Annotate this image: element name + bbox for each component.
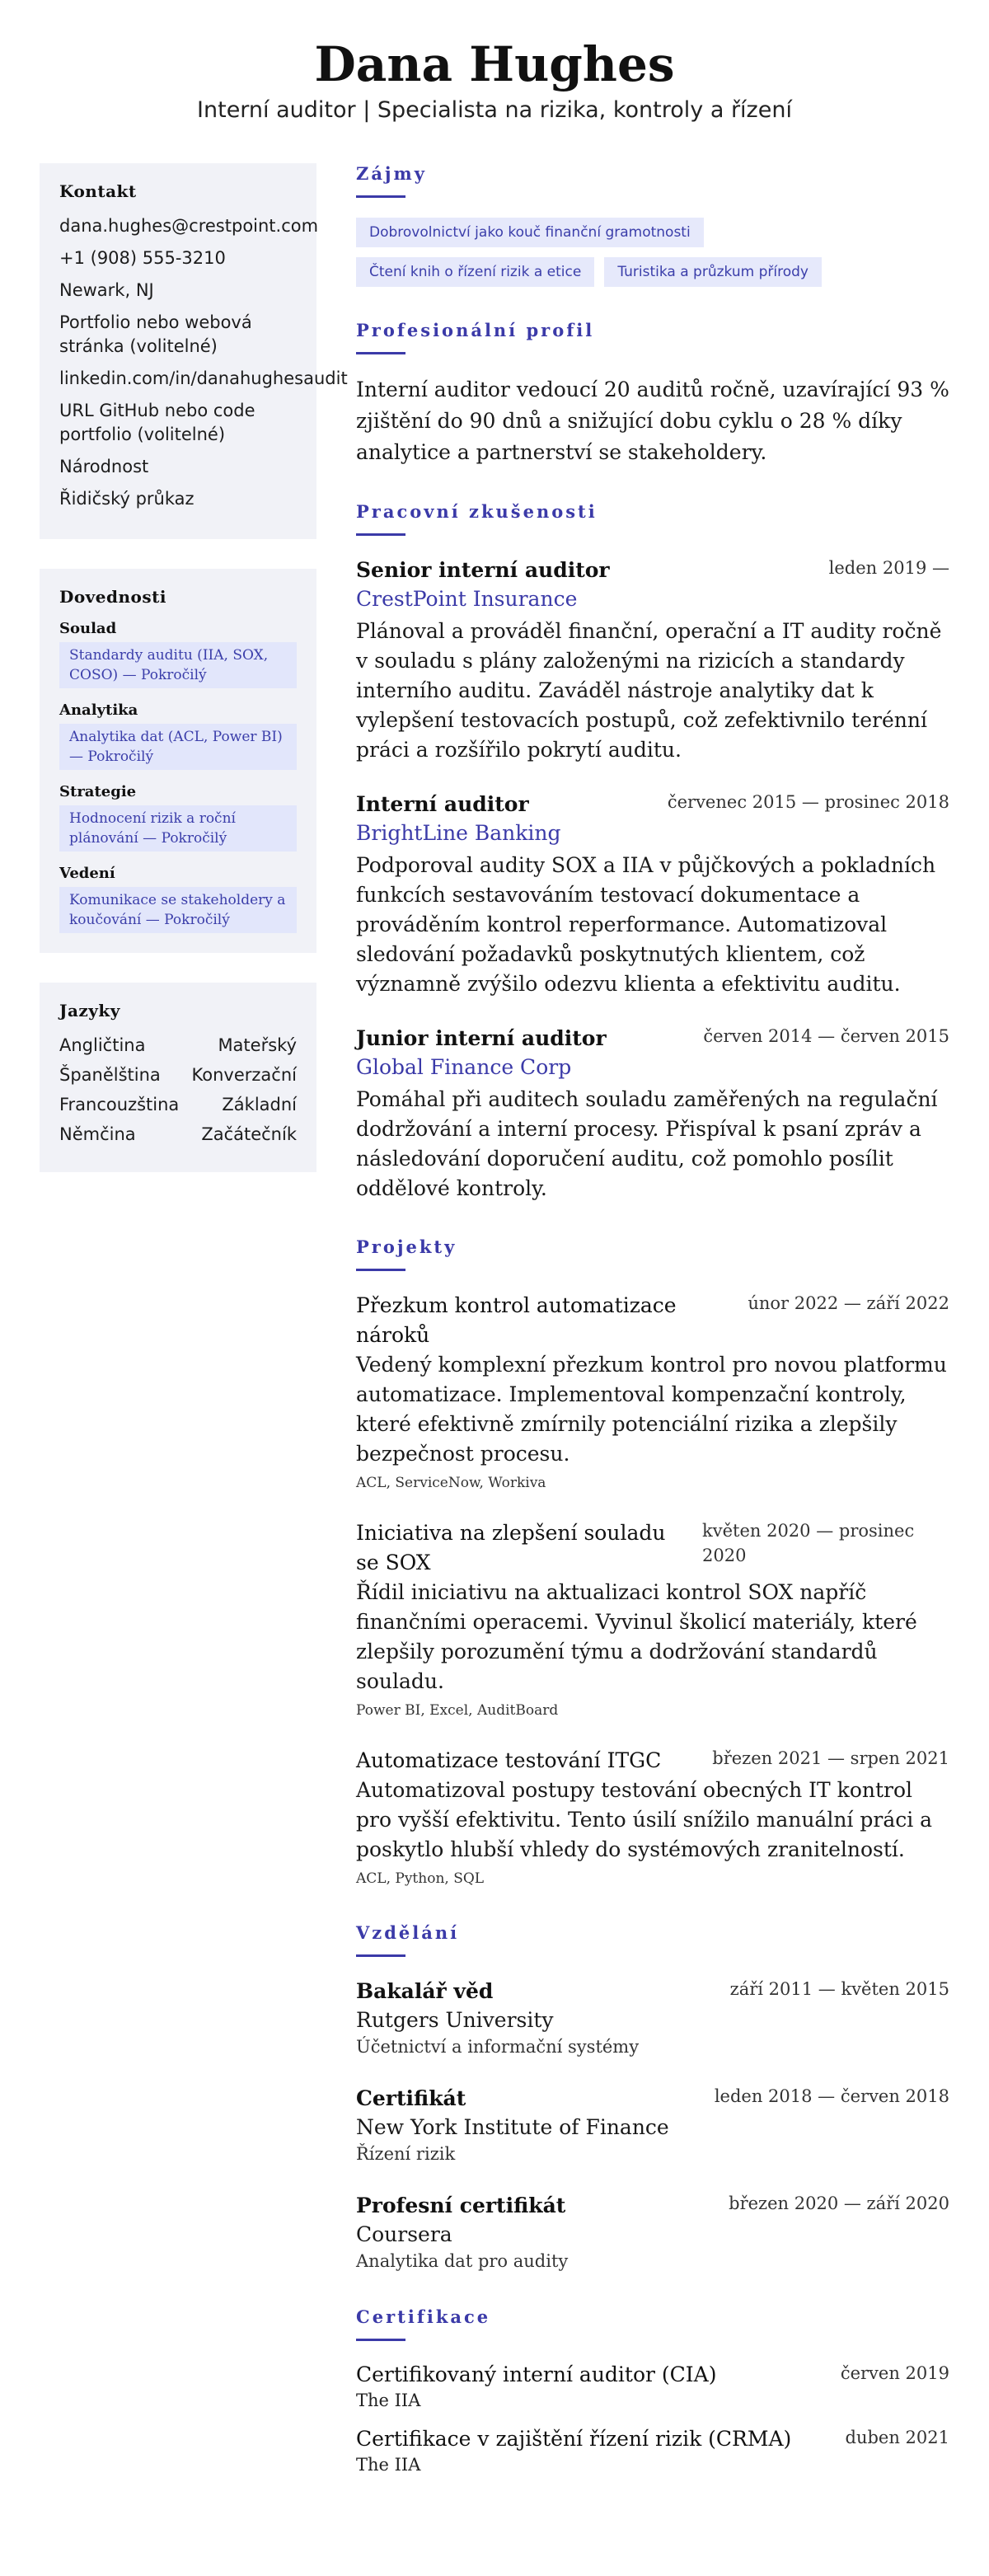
contact-license: Řidičský průkaz bbox=[59, 489, 195, 509]
languages-title: Jazyky bbox=[59, 1001, 120, 1021]
section-title: Profesionální profil bbox=[356, 320, 595, 340]
entry-header bbox=[356, 556, 949, 585]
skill-category: Soulad bbox=[59, 620, 117, 637]
project-title: Iniciativa na zlepšení souladu se SOX bbox=[356, 1521, 666, 1574]
entry-header bbox=[356, 2425, 949, 2453]
project-dates: květen 2020 — prosinec 2020 bbox=[702, 1521, 915, 1565]
language-row bbox=[59, 1123, 297, 1147]
certification-name: Certifikace v zajištění řízení rizik (CRMA) bbox=[356, 2427, 792, 2451]
contact-location: Newark, NJ bbox=[59, 280, 154, 300]
section-divider bbox=[356, 533, 405, 536]
skill-group bbox=[59, 701, 297, 770]
entry-header bbox=[356, 1024, 949, 1053]
section-divider bbox=[356, 1269, 405, 1271]
project-entry bbox=[356, 1518, 949, 1721]
job-dates: červenec 2015 — prosinec 2018 bbox=[667, 792, 949, 812]
languages-card bbox=[40, 983, 316, 1172]
degree-title: Certifikát bbox=[356, 2086, 466, 2110]
language-level: Začátečník bbox=[201, 1124, 297, 1144]
skills-title: Dovednosti bbox=[59, 587, 166, 607]
entry-header bbox=[356, 1518, 949, 1578]
skill-chip: Standardy auditu (IIA, SOX, COSO) — Pokročilý bbox=[59, 642, 297, 688]
skill-category: Vedení bbox=[59, 865, 115, 882]
section-title: Projekty bbox=[356, 1236, 457, 1257]
education-entry bbox=[356, 2191, 949, 2273]
job-description: Plánoval a prováděl finanční, operační a IT audity ročně v souladu s plány založenými na rizicích a standardy interního auditu. Zaváděl nástroje analytiky dat k vylepšení testovacích postupů, což zefektivnilo terénní práci a rozšířilo pokrytí auditu. bbox=[356, 619, 942, 762]
experience-entry bbox=[356, 790, 949, 999]
education-dates: září 2011 — květen 2015 bbox=[729, 1979, 949, 1999]
skill-group bbox=[59, 783, 297, 852]
job-title: Junior interní auditor bbox=[356, 1026, 607, 1050]
education-entry bbox=[356, 1977, 949, 2059]
project-tech: ACL, Python, SQL bbox=[356, 1870, 485, 1887]
degree-title: Profesní certifikát bbox=[356, 2194, 566, 2217]
projects-section bbox=[356, 1236, 949, 1889]
project-dates: březen 2021 — srpen 2021 bbox=[712, 1748, 949, 1768]
school-name: Rutgers University bbox=[356, 2008, 554, 2032]
language-name: Francouzština bbox=[59, 1095, 180, 1114]
language-level: Konverzační bbox=[191, 1065, 297, 1085]
certifications-section bbox=[356, 2306, 949, 2476]
section-divider bbox=[356, 352, 405, 354]
project-description: Řídil iniciativu na aktualizaci kontrol SOX napříč finančními operacemi. Vyvinul školicí materiály, které zlepšily porozumění týmu a dodržování standardů souladu. bbox=[356, 1580, 917, 1693]
language-name: Španělština bbox=[59, 1065, 161, 1085]
language-level: Mateřský bbox=[218, 1035, 297, 1055]
certification-issuer: The IIA bbox=[356, 2455, 421, 2475]
language-name: Angličtina bbox=[59, 1035, 146, 1055]
certification-issuer: The IIA bbox=[356, 2391, 421, 2410]
entry-header bbox=[356, 1746, 949, 1776]
experience-entry bbox=[356, 556, 949, 765]
candidate-headline: Interní auditor | Specialista na rizika, kontroly a řízení bbox=[197, 97, 792, 123]
contact-card bbox=[40, 163, 348, 539]
skill-chip: Hodnocení rizik a roční plánování — Pokročilý bbox=[59, 805, 297, 852]
section-title: Certifikace bbox=[356, 2306, 491, 2327]
skill-group bbox=[59, 865, 297, 933]
education-entry bbox=[356, 2084, 949, 2166]
skill-chip: Analytika dat (ACL, Power BI) — Pokročilý bbox=[59, 724, 297, 770]
interest-chip: Čtení knih o řízení rizik a etice bbox=[356, 257, 594, 287]
project-entry bbox=[356, 1291, 949, 1494]
skills-card bbox=[40, 569, 316, 953]
profile-summary: Interní auditor vedoucí 20 auditů ročně, uzavírající 93 % zjištění do 90 dnů a snižující dobu cyklu o 28 % díky analytice a partnerství se stakeholdery. bbox=[356, 378, 949, 464]
section-divider bbox=[356, 195, 405, 198]
experience-section bbox=[356, 501, 949, 1204]
language-name: Němčina bbox=[59, 1124, 136, 1144]
entry-header bbox=[356, 2191, 949, 2221]
contact-github[interactable]: URL GitHub nebo code portfolio (volitelné) bbox=[59, 401, 255, 444]
school-name: Coursera bbox=[356, 2222, 452, 2246]
project-dates: únor 2022 — září 2022 bbox=[748, 1293, 949, 1313]
company-name: BrightLine Banking bbox=[356, 821, 561, 845]
resume-header bbox=[0, 0, 989, 125]
main-column bbox=[356, 163, 949, 2509]
profile-section bbox=[356, 320, 949, 468]
sidebar bbox=[40, 163, 348, 1202]
interests-section bbox=[356, 163, 949, 287]
interest-chip: Turistika a průzkum přírody bbox=[604, 257, 822, 287]
job-title: Senior interní auditor bbox=[356, 558, 610, 582]
school-name: New York Institute of Finance bbox=[356, 2115, 669, 2139]
job-description: Podporoval audity SOX a IIA v půjčkových a pokladních funkcích sestavováním testovací dokumentace a prováděním kontrol reperformance. Automatizoval sledování požadavků poskytnutých klientem, což významně zvýšilo odezvu klienta a efektivitu auditu. bbox=[356, 853, 936, 996]
contact-linkedin[interactable]: linkedin.com/in/danahughesaudit bbox=[59, 368, 348, 388]
skill-chip: Komunikace se stakeholdery a koučování — Pokročilý bbox=[59, 887, 297, 933]
section-divider bbox=[356, 2339, 405, 2341]
skill-category: Strategie bbox=[59, 783, 137, 800]
language-row bbox=[59, 1063, 297, 1087]
project-description: Automatizoval postupy testování obecných IT kontrol pro vyšší efektivitu. Tento úsilí snížilo manuální práci a poskytlo hlubší vhledy do systémových zranitelností. bbox=[356, 1778, 933, 1861]
job-dates: červen 2014 — červen 2015 bbox=[703, 1026, 949, 1046]
contact-title: Kontakt bbox=[59, 181, 137, 201]
study-field: Účetnictví a informační systémy bbox=[356, 2037, 640, 2057]
certification-entry bbox=[356, 2361, 949, 2412]
language-row bbox=[59, 1034, 297, 1058]
education-dates: březen 2020 — září 2020 bbox=[729, 2194, 949, 2213]
education-dates: leden 2018 — červen 2018 bbox=[714, 2086, 949, 2106]
project-description: Vedený komplexní přezkum kontrol pro novou platformu automatizace. Implementoval kompenzační kontroly, které efektivně zmírnily potenciální rizika a zlepšily bezpečnost procesu. bbox=[356, 1353, 947, 1466]
education-section bbox=[356, 1922, 949, 2273]
certification-date: duben 2021 bbox=[845, 2428, 949, 2447]
section-divider bbox=[356, 1954, 405, 1957]
project-tech: Power BI, Excel, AuditBoard bbox=[356, 1702, 559, 1719]
job-dates: leden 2019 — bbox=[828, 558, 949, 578]
language-level: Základní bbox=[222, 1095, 297, 1114]
company-name: Global Finance Corp bbox=[356, 1055, 572, 1079]
company-name: CrestPoint Insurance bbox=[356, 587, 578, 611]
skill-group bbox=[59, 620, 297, 688]
contact-nationality: Národnost bbox=[59, 457, 149, 476]
degree-title: Bakalář věd bbox=[356, 1979, 494, 2003]
experience-entry bbox=[356, 1024, 949, 1204]
entry-header bbox=[356, 1291, 949, 1350]
section-title: Pracovní zkušenosti bbox=[356, 501, 598, 522]
contact-portfolio[interactable]: Portfolio nebo webová stránka (volitelné) bbox=[59, 312, 252, 356]
skill-category: Analytika bbox=[59, 701, 138, 719]
section-title: Vzdělání bbox=[356, 1922, 460, 1943]
job-title: Interní auditor bbox=[356, 792, 529, 816]
language-row bbox=[59, 1093, 297, 1117]
entry-header bbox=[356, 790, 949, 819]
section-title: Zájmy bbox=[356, 163, 427, 184]
contact-email[interactable]: dana.hughes@crestpoint.com bbox=[59, 216, 319, 236]
project-tech: ACL, ServiceNow, Workiva bbox=[356, 1475, 546, 1491]
project-title: Přezkum kontrol automatizace nároků bbox=[356, 1293, 677, 1347]
contact-phone[interactable]: +1 (908) 555-3210 bbox=[59, 248, 226, 268]
entry-header bbox=[356, 1977, 949, 2006]
certification-entry bbox=[356, 2425, 949, 2476]
entry-header bbox=[356, 2361, 949, 2389]
project-entry bbox=[356, 1746, 949, 1889]
entry-header bbox=[356, 2084, 949, 2114]
interest-chips bbox=[356, 218, 949, 287]
study-field: Řízení rizik bbox=[356, 2144, 456, 2164]
certification-date: červen 2019 bbox=[840, 2363, 949, 2383]
job-description: Pomáhal při auditech souladu zaměřených na regulační dodržování a interní procesy. Přispíval k psaní zpráv a následování doporučení auditu, což pomohlo posílit oddělové kontroly. bbox=[356, 1087, 938, 1200]
study-field: Analytika dat pro audity bbox=[356, 2251, 569, 2271]
certification-name: Certifikovaný interní auditor (CIA) bbox=[356, 2363, 717, 2386]
interest-chip: Dobrovolnictví jako kouč finanční gramotnosti bbox=[356, 218, 704, 247]
project-title: Automatizace testování ITGC bbox=[356, 1748, 662, 1772]
candidate-name: Dana Hughes bbox=[314, 36, 675, 92]
